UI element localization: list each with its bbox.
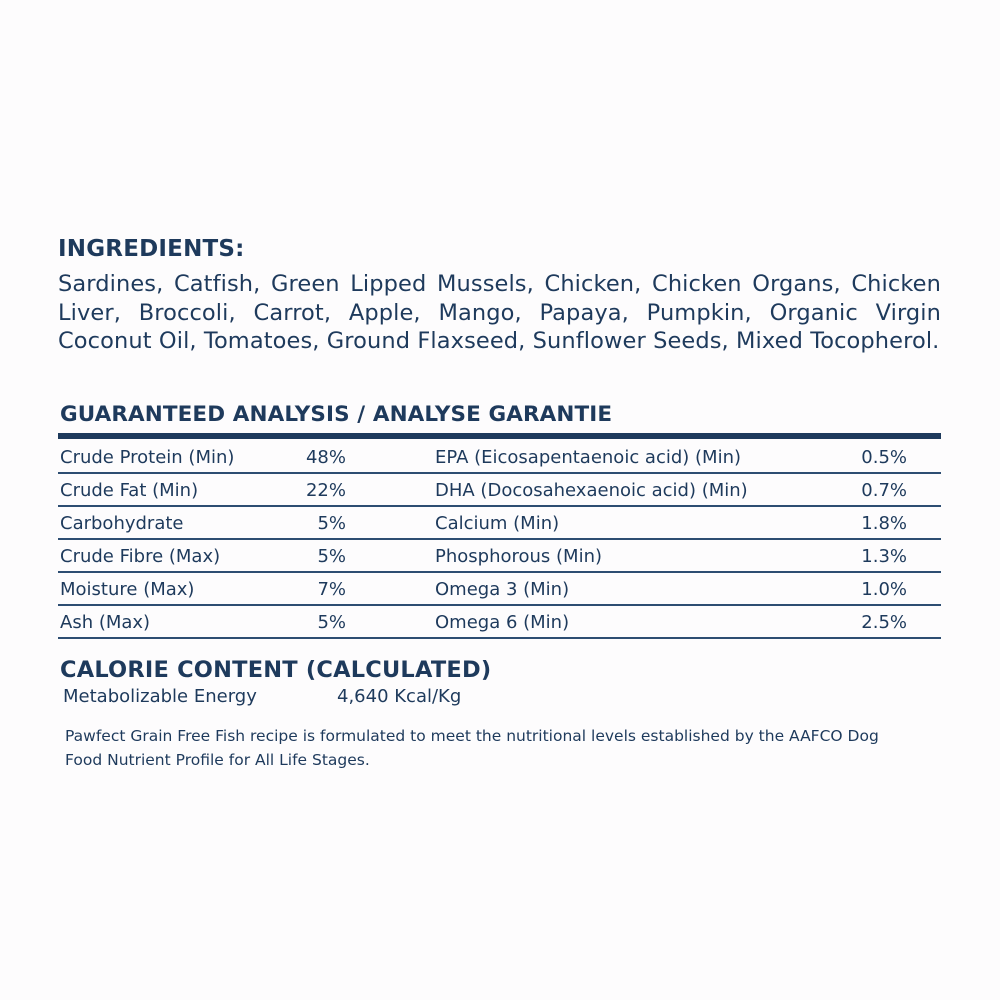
nutrient-name: Moisture (Max) (60, 579, 195, 600)
calorie-label: Metabolizable Energy (63, 686, 257, 707)
nutrient-name: EPA (Eicosapentaenoic acid) (Min) (435, 447, 742, 468)
calorie-value: 4,640 Kcal/Kg (337, 686, 462, 707)
table-row (58, 573, 941, 606)
nutrient-value: 1.3% (861, 546, 907, 567)
nutrient-value: 5% (317, 513, 346, 534)
table-row (58, 540, 941, 573)
nutrient-value: 1.0% (861, 579, 907, 600)
calorie-content-heading: CALORIE CONTENT (CALCULATED) (60, 657, 492, 683)
nutrient-name: Phosphorous (Min) (435, 546, 603, 567)
nutrient-value: 0.7% (861, 480, 907, 501)
table-row (58, 441, 941, 474)
nutrient-value: 2.5% (861, 612, 907, 633)
nutrient-value: 5% (317, 546, 346, 567)
nutrient-name: Omega 3 (Min) (435, 579, 570, 600)
nutrient-name: Carbohydrate (60, 513, 184, 534)
nutrient-name: Crude Fat (Min) (60, 480, 199, 501)
guaranteed-analysis-table (58, 441, 941, 639)
nutrient-value: 22% (305, 480, 346, 501)
table-row (58, 507, 941, 540)
guaranteed-analysis-heading: GUARANTEED ANALYSIS / ANALYSE GARANTIE (60, 402, 613, 427)
aafco-statement: Pawfect Grain Free Fish recipe is formulated to meet the nutritional levels established by the AAFCO Dog Food Nutrient Profile for All Life Stages. (65, 727, 879, 769)
table-row (58, 474, 941, 507)
nutrient-value: 1.8% (861, 513, 907, 534)
nutrient-name: DHA (Docosahexaenoic acid) (Min) (435, 480, 748, 501)
nutrient-name: Omega 6 (Min) (435, 612, 570, 633)
table-row (58, 606, 941, 639)
nutrient-name: Crude Protein (Min) (60, 447, 235, 468)
nutrient-value: 48% (305, 447, 346, 468)
nutrient-value: 7% (317, 579, 346, 600)
nutrient-name: Calcium (Min) (435, 513, 560, 534)
nutrient-value: 5% (317, 612, 346, 633)
analysis-heading-rule (58, 433, 941, 439)
nutrient-name: Ash (Max) (60, 612, 151, 633)
nutrient-name: Crude Fibre (Max) (60, 546, 221, 567)
nutrient-value: 0.5% (861, 447, 907, 468)
ingredients-heading: INGREDIENTS: (58, 236, 245, 262)
ingredients-list: Sardines, Catfish, Green Lipped Mussels, Chicken, Chicken Organs, Chicken Liver, Broccoli, Carrot, Apple, Mango, Papaya, Pumpkin, Organic Virgin Coconut Oil, Tomatoes, Ground Flaxseed, Sunflower Seeds, Mixed Tocopherol. (58, 271, 941, 354)
